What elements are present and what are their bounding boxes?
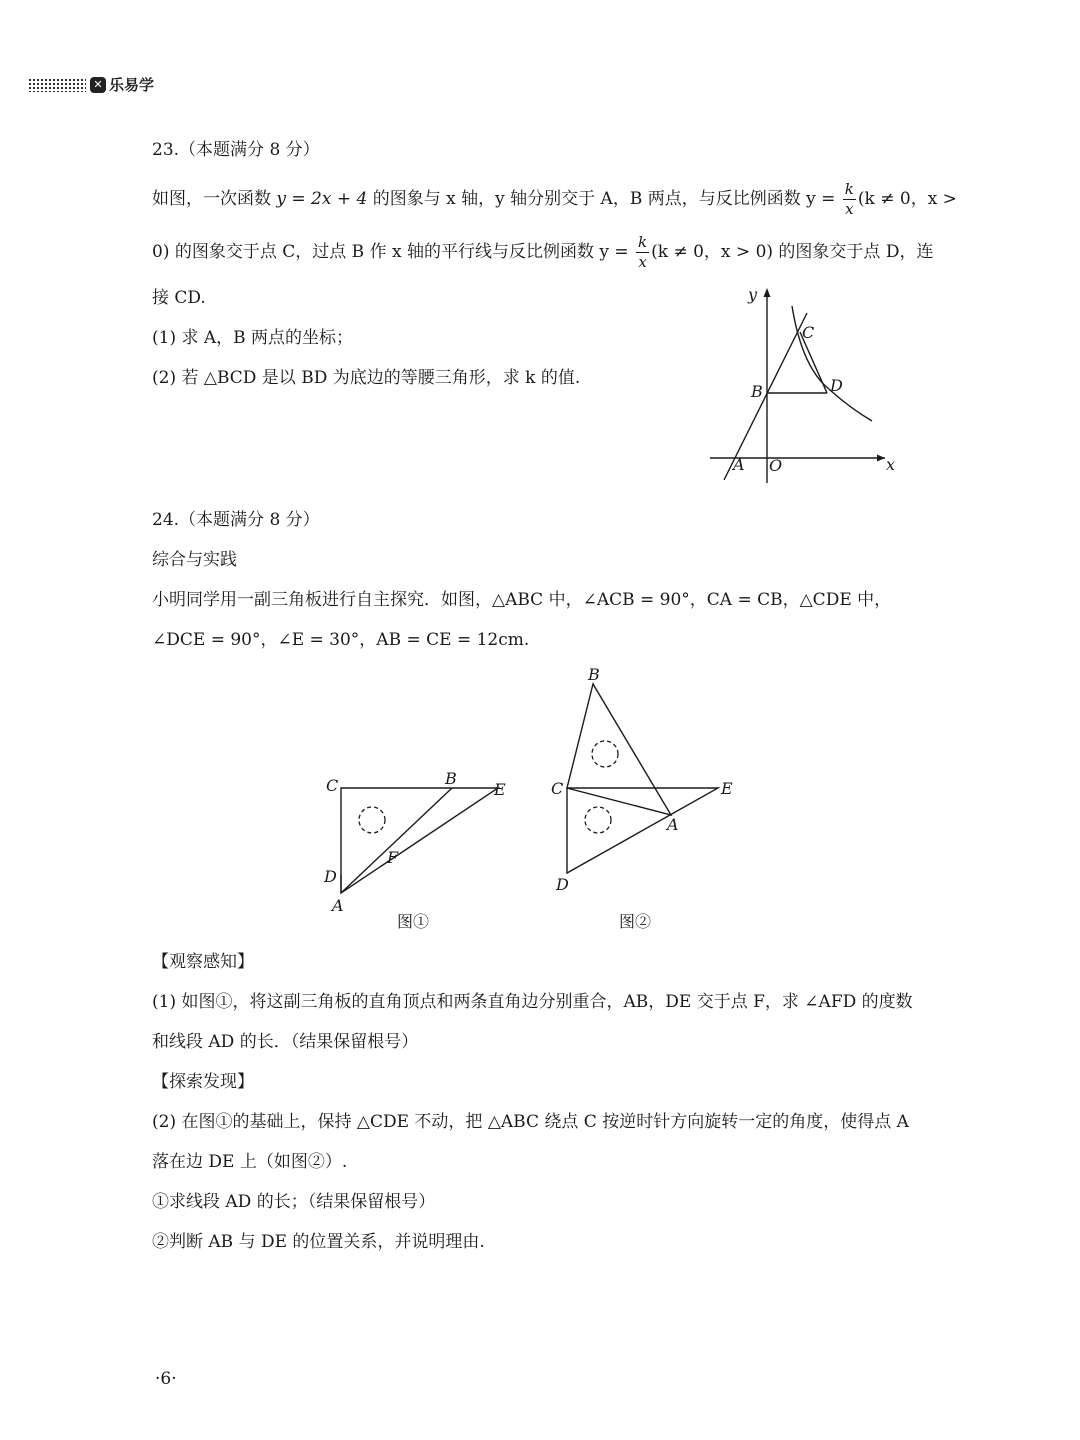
section-explore: 【探索发现】 [152,1072,254,1092]
q24-heading: 24.（本题满分 8 分） [152,510,320,530]
fig23-label-y: y [748,285,758,304]
fig23-label-C: C [802,323,815,342]
fig2-caption: 图② [619,912,652,931]
fig1-caption: 图① [397,912,430,931]
fig23-label-D: D [830,376,843,395]
s2-line1: (2) 在图①的基础上，保持 △CDE 不动，把 △ABC 绕点 C 按逆时针方向旋转一定的角度，使得点 A [152,1112,909,1132]
q23-figure [700,278,910,488]
q23-heading: 23.（本题满分 8 分） [152,140,320,160]
fig2-label-C: C [551,779,564,798]
s2-question2: ②判断 AB 与 DE 的位置关系，并说明理由. [152,1232,485,1252]
fig2-label-A: A [667,815,679,834]
fig1-label-D: D [324,867,337,886]
s2-line2: 落在边 DE 上（如图②）. [152,1152,348,1172]
q23-para-line1: 如图，一次函数 y = 2x + 4 的图象与 x 轴，y 轴分别交于 A，B 两点，与反比例函数 y = $\frac{k}{x}$ (k ≠ 0，x > [152,180,957,218]
section-observe: 【观察感知】 [152,952,254,972]
s1-line1: (1) 如图①，将这副三角板的直角顶点和两条直角边分别重合，AB，DE 交于点 F，求 ∠AFD 的度数 [152,992,913,1012]
fig1-label-A: A [332,896,344,915]
fig2-label-B: B [588,665,600,684]
fig23-label-A: A [733,455,745,474]
q24-intro-line2: ∠DCE = 90°，∠E = 30°，AB = CE = 12cm. [152,630,530,650]
q23-para-line2: 0) 的图象交于点 C，过点 B 作 x 轴的平行线与反比例函数 y = $\frac{k}{x}$ (k ≠ 0，x > 0) 的图象交于点 D，连 [152,233,934,271]
q24-figure-1 [318,760,528,920]
q23-para-line3: 接 CD. [152,288,206,308]
s2-question1: ①求线段 AD 的长；（结果保留根号） [152,1192,436,1212]
fig1-label-E: E [494,780,506,799]
fig2-label-E: E [721,779,733,798]
fig23-label-x: x [886,455,896,474]
brand-name: 乐易学 [109,76,155,94]
s1-line2: 和线段 AD 的长．（结果保留根号） [152,1032,419,1052]
dotted-bar-icon [28,78,86,92]
fig1-label-B: B [445,769,457,788]
q24-figure-2 [548,660,748,900]
fig1-label-C: C [326,776,339,795]
brand-logo [28,74,154,95]
logo-mark-icon: ✕ [90,77,106,93]
fraction-k-over-x: $\frac{k}{x}$ [844,180,854,218]
page-number: ·6· [155,1369,177,1389]
fig23-label-B: B [751,382,763,401]
fig2-label-D: D [556,875,569,894]
fig23-label-O: O [769,456,783,475]
fraction-k-over-x-2: $\frac{k}{x}$ [638,233,648,271]
q24-intro-line1: 小明同学用一副三角板进行自主探究．如图，△ABC 中，∠ACB = 90°，CA = CB，△CDE 中， [152,590,892,610]
q23-sub2: (2) 若 △BCD 是以 BD 为底边的等腰三角形，求 k 的值. [152,368,581,388]
fig1-label-F: F [387,848,399,867]
q23-sub1: (1) 求 A，B 两点的坐标； [152,328,354,348]
q24-topic: 综合与实践 [152,550,237,570]
